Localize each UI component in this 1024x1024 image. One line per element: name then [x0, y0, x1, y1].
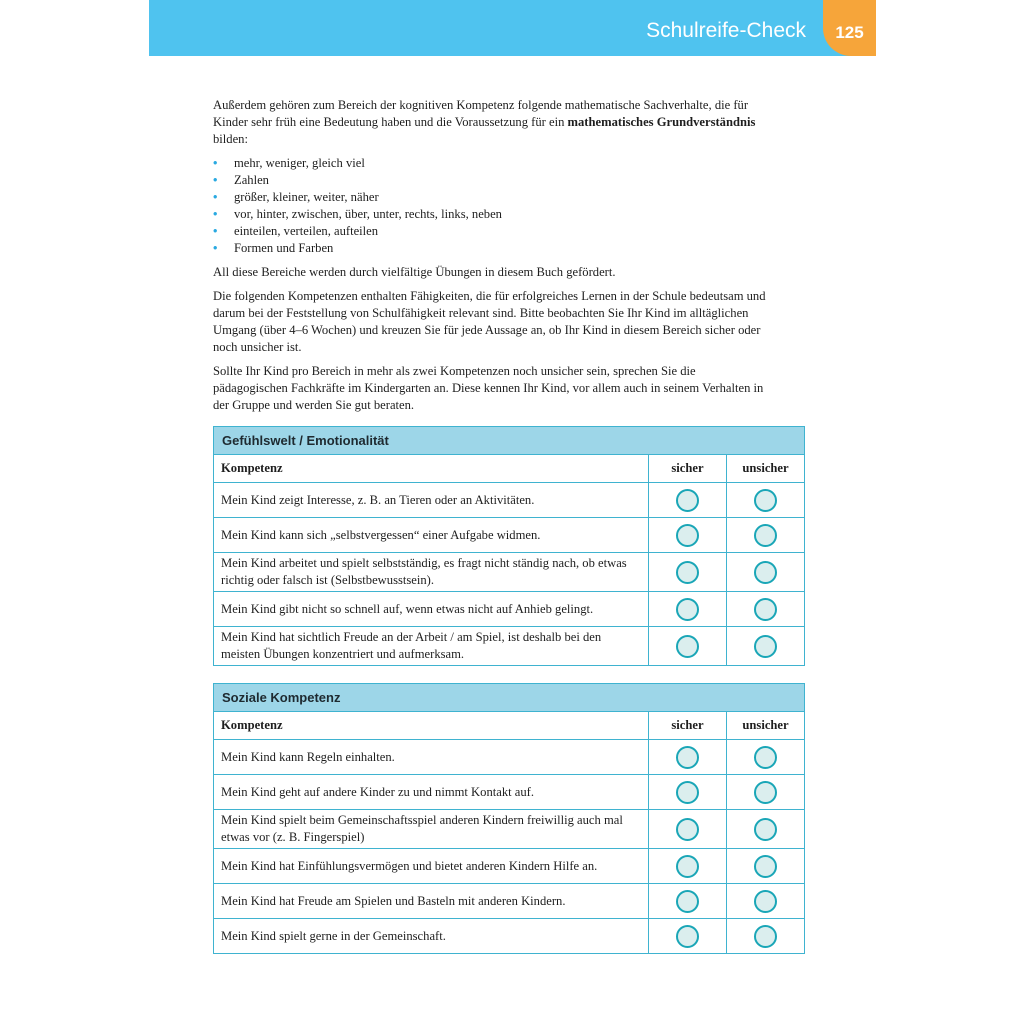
header-band — [149, 0, 876, 56]
radio-cell-unsicher — [727, 810, 805, 849]
bullet-icon: • — [213, 173, 218, 187]
table-row — [214, 518, 805, 553]
statement-text: Mein Kind gibt nicht so schnell auf, wenn etwas nicht auf Anhieb gelingt. — [214, 592, 649, 627]
math-bullet-list — [213, 155, 773, 257]
radio-cell-unsicher — [727, 884, 805, 919]
table-row — [214, 919, 805, 954]
table-emotionalitaet — [213, 426, 805, 666]
sicher-radio[interactable] — [676, 524, 699, 547]
bullet-icon: • — [213, 156, 218, 170]
intro-paragraph-1-bold: mathematisches Grundverständnis — [567, 115, 756, 129]
unsicher-radio[interactable] — [754, 781, 777, 804]
unsicher-radio[interactable] — [754, 925, 777, 948]
column-header-unsicher: unsicher — [727, 455, 805, 483]
unsicher-radio[interactable] — [754, 489, 777, 512]
radio-cell-unsicher — [727, 483, 805, 518]
list-item — [213, 172, 773, 189]
intro-paragraph-4: Sollte Ihr Kind pro Bereich in mehr als zwei Kompetenzen noch unsicher sein, sprechen Sie die pädagogischen Fachkräfte im Kindergarten an. Diese kennen Ihr Kind, vor allem auch in seinem Verhalten in der Gruppe und werden Sie gut beraten. — [213, 364, 764, 412]
intro-paragraph-2: All diese Bereiche werden durch vielfältige Übungen in diesem Buch gefördert. — [213, 265, 616, 279]
intro-text — [213, 97, 773, 421]
radio-cell-sicher — [649, 740, 727, 775]
sicher-radio[interactable] — [676, 781, 699, 804]
column-header-sicher: sicher — [649, 712, 727, 740]
radio-cell-sicher — [649, 592, 727, 627]
table-row — [214, 849, 805, 884]
intro-paragraph-1 — [213, 97, 773, 148]
statement-text: Mein Kind kann sich „selbstvergessen“ einer Aufgabe widmen. — [214, 518, 649, 553]
sicher-radio[interactable] — [676, 635, 699, 658]
list-item — [213, 223, 773, 240]
statement-text: Mein Kind hat Einfühlungsvermögen und bietet anderen Kindern Hilfe an. — [214, 849, 649, 884]
table-row — [214, 553, 805, 592]
unsicher-radio[interactable] — [754, 746, 777, 769]
section-title: Gefühlswelt / Emotionalität — [214, 427, 805, 455]
page-number: 125 — [835, 23, 864, 42]
statement-text: Mein Kind arbeitet und spielt selbstständig, es fragt nicht ständig nach, ob etwas richtig oder falsch ist (Selbstbewusstsein). — [214, 553, 649, 592]
sicher-radio[interactable] — [676, 925, 699, 948]
intro-paragraph-3: Die folgenden Kompetenzen enthalten Fähigkeiten, die für erfolgreiches Lernen in der Schule bedeutsam und darum bei der Feststellung von Schulfähigkeit relevant sind. Bitte beobachten Sie Ihr Kind im alltäglichen Umgang (über 4–6 Wochen) und kreuzen Sie für jede Aussage an, ob Ihr Kind in diesem Bereich sicher oder noch unsicher ist. — [213, 289, 766, 354]
table-row — [214, 775, 805, 810]
unsicher-radio[interactable] — [754, 855, 777, 878]
radio-cell-sicher — [649, 919, 727, 954]
page-number-tab — [823, 0, 876, 56]
column-header-unsicher: unsicher — [727, 712, 805, 740]
sicher-radio[interactable] — [676, 818, 699, 841]
statement-text: Mein Kind spielt gerne in der Gemeinschaft. — [214, 919, 649, 954]
table-row — [214, 740, 805, 775]
table-row — [214, 483, 805, 518]
statement-text: Mein Kind geht auf andere Kinder zu und nimmt Kontakt auf. — [214, 775, 649, 810]
sicher-radio[interactable] — [676, 746, 699, 769]
radio-cell-sicher — [649, 553, 727, 592]
table-soziale-kompetenz — [213, 683, 805, 954]
unsicher-radio[interactable] — [754, 561, 777, 584]
list-item-text: einteilen, verteilen, aufteilen — [234, 224, 379, 238]
radio-cell-sicher — [649, 518, 727, 553]
sicher-radio[interactable] — [676, 855, 699, 878]
sicher-radio[interactable] — [676, 561, 699, 584]
section-title: Soziale Kompetenz — [214, 684, 805, 712]
list-item — [213, 155, 773, 172]
radio-cell-unsicher — [727, 553, 805, 592]
intro-paragraph-1-end: bilden: — [213, 132, 248, 146]
radio-cell-unsicher — [727, 592, 805, 627]
statement-text: Mein Kind hat sichtlich Freude an der Arbeit / am Spiel, ist deshalb bei den meisten Übungen konzentriert und aufmerksam. — [214, 627, 649, 666]
list-item-text: vor, hinter, zwischen, über, unter, rechts, links, neben — [234, 207, 502, 221]
radio-cell-unsicher — [727, 775, 805, 810]
radio-cell-sicher — [649, 849, 727, 884]
bullet-icon: • — [213, 190, 218, 204]
radio-cell-unsicher — [727, 627, 805, 666]
unsicher-radio[interactable] — [754, 890, 777, 913]
bullet-icon: • — [213, 207, 218, 221]
list-item-text: größer, kleiner, weiter, näher — [234, 190, 379, 204]
radio-cell-sicher — [649, 810, 727, 849]
radio-cell-sicher — [649, 483, 727, 518]
list-item — [213, 206, 773, 223]
bullet-icon: • — [213, 241, 218, 255]
bullet-icon: • — [213, 224, 218, 238]
list-item-text: mehr, weniger, gleich viel — [234, 156, 365, 170]
table-row — [214, 884, 805, 919]
unsicher-radio[interactable] — [754, 598, 777, 621]
intro-paragraph-1-text: Außerdem gehören zum Bereich der kognitiven Kompetenz folgende mathematische Sachverhalte, die für Kinder sehr früh eine Bedeutung haben und die Voraussetzung für ein — [213, 98, 749, 129]
list-item — [213, 189, 773, 206]
radio-cell-unsicher — [727, 919, 805, 954]
unsicher-radio[interactable] — [754, 818, 777, 841]
list-item — [213, 240, 773, 257]
statement-text: Mein Kind spielt beim Gemeinschaftsspiel anderen Kindern freiwillig auch mal etwas vor (z. B. Fingerspiel) — [214, 810, 649, 849]
radio-cell-sicher — [649, 775, 727, 810]
radio-cell-unsicher — [727, 518, 805, 553]
list-item-text: Formen und Farben — [234, 241, 334, 255]
table-row — [214, 627, 805, 666]
unsicher-radio[interactable] — [754, 635, 777, 658]
sicher-radio[interactable] — [676, 890, 699, 913]
radio-cell-unsicher — [727, 740, 805, 775]
statement-text: Mein Kind zeigt Interesse, z. B. an Tieren oder an Aktivitäten. — [214, 483, 649, 518]
column-header-sicher: sicher — [649, 455, 727, 483]
column-header-kompetenz: Kompetenz — [214, 455, 649, 483]
sicher-radio[interactable] — [676, 598, 699, 621]
list-item-text: Zahlen — [234, 173, 269, 187]
radio-cell-sicher — [649, 627, 727, 666]
statement-text: Mein Kind hat Freude am Spielen und Basteln mit anderen Kindern. — [214, 884, 649, 919]
statement-text: Mein Kind kann Regeln einhalten. — [214, 740, 649, 775]
sicher-radio[interactable] — [676, 489, 699, 512]
unsicher-radio[interactable] — [754, 524, 777, 547]
table-row — [214, 592, 805, 627]
radio-cell-sicher — [649, 884, 727, 919]
header-title: Schulreife-Check — [646, 19, 806, 42]
radio-cell-unsicher — [727, 849, 805, 884]
table-row — [214, 810, 805, 849]
column-header-kompetenz: Kompetenz — [214, 712, 649, 740]
